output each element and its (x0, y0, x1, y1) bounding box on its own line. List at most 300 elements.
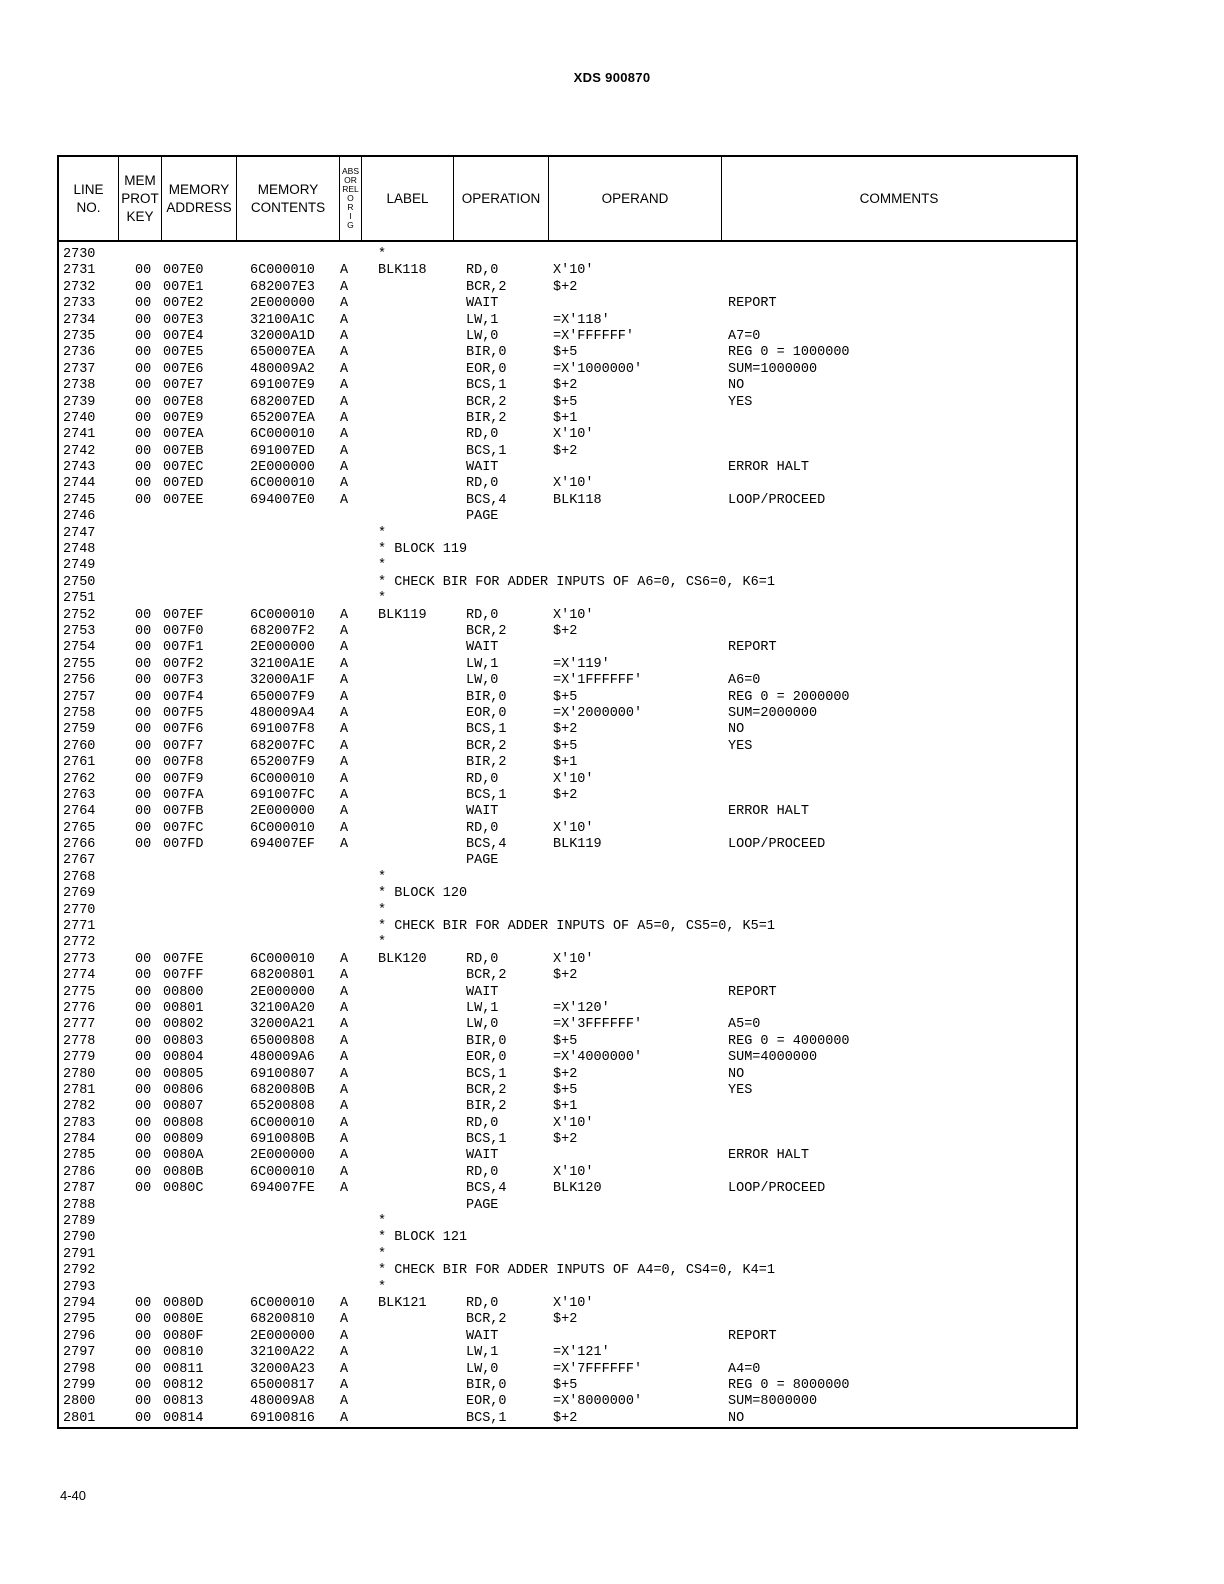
cell-cont: 652007EA (250, 410, 315, 426)
cell-opnd: =X'8000000' (553, 1394, 643, 1410)
cell-line: 2775 (63, 984, 96, 1000)
cell-line: 2749 (63, 558, 96, 574)
cell-line: 2736 (63, 345, 96, 361)
cell-addr: 007EB (163, 443, 204, 459)
cell-addr: 007E5 (163, 345, 204, 361)
table-row (59, 411, 1076, 427)
cell-addr: 0080F (163, 1328, 204, 1344)
cell-rel: A (340, 1328, 349, 1344)
cell-line: 2744 (63, 476, 96, 492)
cell-rel: A (340, 1050, 349, 1066)
cell-line: 2769 (63, 886, 96, 902)
table-row (59, 542, 1076, 558)
table-row (59, 313, 1076, 329)
cell-op: RD,0 (466, 607, 499, 623)
cell-rel: A (340, 787, 349, 803)
cell-op: LW,1 (466, 312, 499, 328)
cell-opnd: =X'4000000' (553, 1050, 643, 1066)
cell-line: 2800 (63, 1394, 96, 1410)
cell-cmt: ERROR HALT (728, 1148, 810, 1164)
cell-key: 00 (135, 673, 152, 689)
cell-label: * BLOCK 121 (378, 1230, 468, 1246)
cell-cont: 6C000010 (250, 820, 315, 836)
cell-rel: A (340, 263, 349, 279)
cell-key: 00 (135, 755, 152, 771)
cell-cmt: NO (728, 1066, 745, 1082)
table-row (59, 1067, 1076, 1083)
table-row (59, 706, 1076, 722)
cell-opnd: $+2 (553, 443, 578, 459)
cell-cont: 32000A1F (250, 673, 315, 689)
cell-cont: 2E000000 (250, 296, 315, 312)
assembly-listing-table (57, 155, 1078, 1429)
page-number: 4-40 (60, 1488, 87, 1503)
cell-line: 2796 (63, 1328, 96, 1344)
cell-line: 2763 (63, 787, 96, 803)
cell-cont: 650007F9 (250, 689, 315, 705)
cell-cont: 682007FC (250, 738, 315, 754)
cell-opnd: BLK120 (553, 1181, 602, 1197)
cell-opnd: X'10' (553, 607, 594, 623)
table-row (59, 608, 1076, 624)
table-row (59, 1165, 1076, 1181)
cell-cmt: REPORT (728, 1328, 777, 1344)
cell-key: 00 (135, 623, 152, 639)
cell-addr: 00813 (163, 1394, 204, 1410)
cell-addr: 00814 (163, 1410, 204, 1426)
cell-op: BCS,1 (466, 378, 507, 394)
cell-op: BIR,0 (466, 1033, 507, 1049)
cell-line: 2757 (63, 689, 96, 705)
cell-cont: 650007EA (250, 345, 315, 361)
cell-op: WAIT (466, 460, 499, 476)
cell-key: 00 (135, 1345, 152, 1361)
cell-opnd: $+5 (553, 689, 578, 705)
cell-key: 00 (135, 1181, 152, 1197)
cell-opnd: X'10' (553, 263, 594, 279)
cell-cont: 32100A1E (250, 656, 315, 672)
cell-addr: 007F9 (163, 771, 204, 787)
cell-key: 00 (135, 1050, 152, 1066)
cell-cmt: SUM=8000000 (728, 1394, 818, 1410)
cell-opnd: $+2 (553, 968, 578, 984)
table-row (59, 362, 1076, 378)
cell-opnd: $+2 (553, 722, 578, 738)
cell-cont: 652007F9 (250, 755, 315, 771)
table-row (59, 1329, 1076, 1345)
cell-line: 2758 (63, 705, 96, 721)
table-row (59, 821, 1076, 837)
listing-rows (59, 247, 1076, 1427)
cell-opnd: X'10' (553, 951, 594, 967)
cell-cmt: REG 0 = 2000000 (728, 689, 850, 705)
cell-opnd: =X'2000000' (553, 705, 643, 721)
cell-label: * (378, 869, 387, 885)
cell-key: 00 (135, 1066, 152, 1082)
cell-line: 2774 (63, 968, 96, 984)
cell-key: 00 (135, 328, 152, 344)
cell-opnd: $+2 (553, 279, 578, 295)
cell-addr: 00802 (163, 1017, 204, 1033)
cell-cont: 32100A22 (250, 1345, 315, 1361)
cell-op: BCR,2 (466, 394, 507, 410)
cell-key: 00 (135, 738, 152, 754)
cell-line: 2741 (63, 427, 96, 443)
cell-opnd: =X'118' (553, 312, 610, 328)
cell-label: BLK120 (378, 951, 427, 967)
cell-rel: A (340, 1148, 349, 1164)
cell-line: 2762 (63, 771, 96, 787)
cell-line: 2747 (63, 525, 96, 541)
cell-key: 00 (135, 1033, 152, 1049)
cell-rel: A (340, 1410, 349, 1426)
cell-op: BCS,1 (466, 443, 507, 459)
cell-addr: 007FC (163, 820, 204, 836)
cell-opnd: $+2 (553, 1066, 578, 1082)
cell-cmt: LOOP/PROCEED (728, 1181, 826, 1197)
cell-op: BCS,1 (466, 722, 507, 738)
cell-line: 2777 (63, 1017, 96, 1033)
table-row (59, 460, 1076, 476)
cell-cont: 480009A2 (250, 361, 315, 377)
table-row (59, 1198, 1076, 1214)
cell-addr: 00808 (163, 1115, 204, 1131)
cell-cmt: NO (728, 722, 745, 738)
cell-line: 2730 (63, 247, 96, 262)
cell-addr: 007E4 (163, 328, 204, 344)
table-row (59, 772, 1076, 788)
cell-line: 2731 (63, 263, 96, 279)
cell-op: BCS,4 (466, 837, 507, 853)
cell-cmt: A6=0 (728, 673, 761, 689)
cell-addr: 0080B (163, 1164, 204, 1180)
cell-cont: 694007E0 (250, 492, 315, 508)
col-header-memory-address: MEMORY ADDRESS (162, 157, 237, 240)
table-row (59, 640, 1076, 656)
cell-op: RD,0 (466, 1164, 499, 1180)
cell-rel: A (340, 1033, 349, 1049)
cell-cont: 6C000010 (250, 263, 315, 279)
cell-rel: A (340, 460, 349, 476)
cell-cont: 682007E3 (250, 279, 315, 295)
table-row (59, 1214, 1076, 1230)
cell-line: 2755 (63, 656, 96, 672)
table-row (59, 985, 1076, 1001)
cell-cont: 691007ED (250, 443, 315, 459)
cell-cmt: REPORT (728, 984, 777, 1000)
cell-opnd: $+1 (553, 410, 578, 426)
table-row (59, 1362, 1076, 1378)
cell-addr: 00805 (163, 1066, 204, 1082)
cell-line: 2789 (63, 1214, 96, 1230)
cell-key: 00 (135, 820, 152, 836)
table-row (59, 755, 1076, 771)
cell-op: EOR,0 (466, 1050, 507, 1066)
cell-label: * (378, 935, 387, 951)
cell-line: 2742 (63, 443, 96, 459)
cell-cont: 32000A21 (250, 1017, 315, 1033)
table-row (59, 870, 1076, 886)
cell-opnd: $+5 (553, 1033, 578, 1049)
cell-op: BCR,2 (466, 738, 507, 754)
cell-rel: A (340, 312, 349, 328)
cell-op: RD,0 (466, 427, 499, 443)
cell-rel: A (340, 607, 349, 623)
cell-addr: 007E9 (163, 410, 204, 426)
cell-opnd: $+2 (553, 1312, 578, 1328)
cell-rel: A (340, 328, 349, 344)
cell-rel: A (340, 640, 349, 656)
table-row (59, 345, 1076, 361)
cell-line: 2748 (63, 542, 96, 558)
cell-line: 2778 (63, 1033, 96, 1049)
cell-op: WAIT (466, 984, 499, 1000)
cell-addr: 007F0 (163, 623, 204, 639)
cell-rel: A (340, 771, 349, 787)
cell-addr: 00801 (163, 1000, 204, 1016)
cell-opnd: X'10' (553, 1115, 594, 1131)
cell-cmt: SUM=1000000 (728, 361, 818, 377)
cell-addr: 007F1 (163, 640, 204, 656)
cell-opnd: X'10' (553, 427, 594, 443)
cell-addr: 007FF (163, 968, 204, 984)
cell-opnd: $+2 (553, 1410, 578, 1426)
col-header-line-no: LINE NO. (59, 157, 119, 240)
cell-line: 2783 (63, 1115, 96, 1131)
cell-key: 00 (135, 787, 152, 803)
cell-rel: A (340, 968, 349, 984)
cell-rel: A (340, 1394, 349, 1410)
cell-opnd: $+5 (553, 1082, 578, 1098)
cell-rel: A (340, 476, 349, 492)
cell-key: 00 (135, 492, 152, 508)
cell-cmt: A4=0 (728, 1361, 761, 1377)
cell-key: 00 (135, 378, 152, 394)
table-row (59, 1050, 1076, 1066)
cell-addr: 007E6 (163, 361, 204, 377)
cell-cont: 2E000000 (250, 640, 315, 656)
cell-label: * (378, 1214, 387, 1230)
cell-cont: 691007FC (250, 787, 315, 803)
cell-key: 00 (135, 1328, 152, 1344)
cell-op: RD,0 (466, 820, 499, 836)
table-row (59, 444, 1076, 460)
cell-op: LW,0 (466, 328, 499, 344)
cell-line: 2790 (63, 1230, 96, 1246)
cell-cont: 6C000010 (250, 771, 315, 787)
cell-line: 2793 (63, 1279, 96, 1295)
cell-opnd: X'10' (553, 771, 594, 787)
cell-cont: 6C000010 (250, 476, 315, 492)
col-header-memory-contents: MEMORY CONTENTS (237, 157, 340, 240)
table-row (59, 1312, 1076, 1328)
cell-label: BLK119 (378, 607, 427, 623)
cell-cmt: REPORT (728, 640, 777, 656)
cell-rel: A (340, 804, 349, 820)
cell-label: * (378, 1246, 387, 1262)
cell-op: EOR,0 (466, 361, 507, 377)
cell-key: 00 (135, 394, 152, 410)
cell-addr: 007E1 (163, 279, 204, 295)
cell-rel: A (340, 1345, 349, 1361)
table-row (59, 903, 1076, 919)
table-row (59, 788, 1076, 804)
cell-cmt: SUM=2000000 (728, 705, 818, 721)
cell-line: 2785 (63, 1148, 96, 1164)
cell-line: 2771 (63, 919, 96, 935)
table-row (59, 1083, 1076, 1099)
table-row (59, 526, 1076, 542)
cell-opnd: $+2 (553, 378, 578, 394)
cell-opnd: $+2 (553, 787, 578, 803)
cell-key: 00 (135, 1132, 152, 1148)
table-row (59, 476, 1076, 492)
cell-opnd: =X'121' (553, 1345, 610, 1361)
cell-opnd: =X'119' (553, 656, 610, 672)
cell-cont: 68200801 (250, 968, 315, 984)
cell-line: 2781 (63, 1082, 96, 1098)
cell-opnd: $+5 (553, 738, 578, 754)
cell-line: 2779 (63, 1050, 96, 1066)
cell-addr: 007FD (163, 837, 204, 853)
table-row (59, 1099, 1076, 1115)
table-row (59, 509, 1076, 525)
cell-line: 2772 (63, 935, 96, 951)
cell-addr: 00811 (163, 1361, 204, 1377)
cell-op: LW,1 (466, 1000, 499, 1016)
cell-addr: 007E0 (163, 263, 204, 279)
cell-line: 2797 (63, 1345, 96, 1361)
cell-rel: A (340, 1082, 349, 1098)
cell-cont: 65000817 (250, 1377, 315, 1393)
cell-key: 00 (135, 410, 152, 426)
cell-addr: 007ED (163, 476, 204, 492)
cell-cmt: REG 0 = 8000000 (728, 1377, 850, 1393)
cell-rel: A (340, 361, 349, 377)
cell-rel: A (340, 1132, 349, 1148)
cell-opnd: $+2 (553, 623, 578, 639)
cell-opnd: =X'1000000' (553, 361, 643, 377)
cell-cont: 69100816 (250, 1410, 315, 1426)
table-row (59, 1247, 1076, 1263)
cell-opnd: $+5 (553, 1377, 578, 1393)
col-header-mem-prot-key: MEM PROT KEY (119, 157, 162, 240)
table-row (59, 1345, 1076, 1361)
cell-cont: 682007ED (250, 394, 315, 410)
cell-key: 00 (135, 296, 152, 312)
table-row (59, 247, 1076, 263)
document-header: XDS 900870 (573, 70, 651, 85)
cell-op: WAIT (466, 804, 499, 820)
cell-op: RD,0 (466, 1115, 499, 1131)
cell-cmt: LOOP/PROCEED (728, 837, 826, 853)
cell-key: 00 (135, 1000, 152, 1016)
cell-rel: A (340, 1296, 349, 1311)
cell-key: 00 (135, 361, 152, 377)
cell-line: 2791 (63, 1246, 96, 1262)
cell-opnd: BLK119 (553, 837, 602, 853)
cell-opnd: =X'7FFFFFF' (553, 1361, 643, 1377)
cell-label: BLK118 (378, 263, 427, 279)
cell-line: 2786 (63, 1164, 96, 1180)
cell-cmt: REG 0 = 1000000 (728, 345, 850, 361)
cell-line: 2739 (63, 394, 96, 410)
cell-cont: 2E000000 (250, 804, 315, 820)
cell-rel: A (340, 1099, 349, 1115)
cell-key: 00 (135, 476, 152, 492)
table-row (59, 558, 1076, 574)
cell-key: 00 (135, 1082, 152, 1098)
cell-cont: 32000A23 (250, 1361, 315, 1377)
cell-addr: 00803 (163, 1033, 204, 1049)
cell-op: BCS,1 (466, 1066, 507, 1082)
cell-line: 2746 (63, 509, 96, 525)
cell-addr: 007F6 (163, 722, 204, 738)
cell-addr: 007EC (163, 460, 204, 476)
table-row (59, 329, 1076, 345)
cell-line: 2733 (63, 296, 96, 312)
cell-key: 00 (135, 640, 152, 656)
cell-op: BIR,2 (466, 755, 507, 771)
col-header-operation: OPERATION (454, 157, 549, 240)
cell-addr: 007FE (163, 951, 204, 967)
cell-op: LW,0 (466, 673, 499, 689)
cell-cmt: YES (728, 1082, 753, 1098)
table-row (59, 1280, 1076, 1296)
cell-line: 2780 (63, 1066, 96, 1082)
cell-addr: 00809 (163, 1132, 204, 1148)
cell-opnd: =X'1FFFFFF' (553, 673, 643, 689)
cell-key: 00 (135, 1312, 152, 1328)
cell-op: PAGE (466, 853, 499, 869)
cell-op: LW,1 (466, 1345, 499, 1361)
cell-key: 00 (135, 804, 152, 820)
cell-addr: 00804 (163, 1050, 204, 1066)
header-divider (59, 240, 1076, 242)
cell-label: BLK121 (378, 1296, 427, 1311)
cell-line: 2784 (63, 1132, 96, 1148)
cell-addr: 007EA (163, 427, 204, 443)
cell-addr: 00806 (163, 1082, 204, 1098)
cell-line: 2735 (63, 328, 96, 344)
table-row (59, 673, 1076, 689)
cell-line: 2760 (63, 738, 96, 754)
table-row (59, 690, 1076, 706)
cell-line: 2787 (63, 1181, 96, 1197)
cell-rel: A (340, 279, 349, 295)
cell-cmt: A7=0 (728, 328, 761, 344)
cell-line: 2766 (63, 837, 96, 853)
cell-key: 00 (135, 1361, 152, 1377)
cell-key: 00 (135, 607, 152, 623)
cell-addr: 007E3 (163, 312, 204, 328)
cell-label: * (378, 902, 387, 918)
cell-key: 00 (135, 705, 152, 721)
cell-key: 00 (135, 1115, 152, 1131)
cell-rel: A (340, 1164, 349, 1180)
cell-rel: A (340, 1181, 349, 1197)
col-header-abs-rel: ABS OR REL O R I G (340, 157, 362, 240)
cell-key: 00 (135, 1148, 152, 1164)
cell-line: 2782 (63, 1099, 96, 1115)
table-row (59, 378, 1076, 394)
cell-cont: 2E000000 (250, 984, 315, 1000)
cell-label: * BLOCK 119 (378, 542, 468, 558)
cell-line: 2798 (63, 1361, 96, 1377)
cell-op: BCR,2 (466, 623, 507, 639)
cell-line: 2737 (63, 361, 96, 377)
cell-label: * CHECK BIR FOR ADDER INPUTS OF A5=0, CS5=0, K5=1 (378, 919, 775, 935)
